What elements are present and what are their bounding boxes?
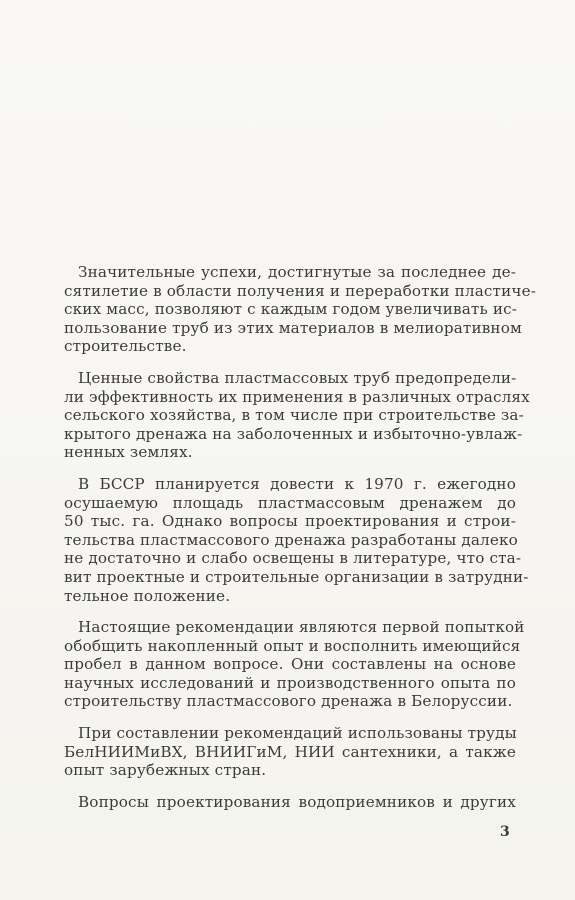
text-line: БелНИИМиВХ, ВНИИГиМ, НИИ сантехники, а также [64,742,516,761]
text-line: крытого дренажа на заболоченных и избыточно-увлаж- [64,424,523,443]
text-line: ских масс, позволяют с каждым годом увеличивать ис- [64,300,518,319]
text-line: пробел в данном вопросе. Они составлены на основе [64,655,516,674]
text-line: пользование труб из этих материалов в мелиоративном [64,318,522,337]
text-line: Вопросы проектирования водоприемников и других [78,792,516,811]
paragraph-3 [64,474,529,605]
text-line: 50 тыс. га. Однако вопросы проектирования и строи- [64,512,516,531]
text-line: строительстве. [64,337,187,356]
paragraph-6 [64,793,516,812]
text-line: Ценные свойства пластмассовых труб предопредели- [78,368,517,387]
text-line: При составлении рекомендаций использованы труды [78,724,517,743]
text-line: строительству пластмассового дренажа в Белоруссии. [64,692,513,711]
text-line: ненных землях. [64,443,193,462]
paragraph-2 [64,368,530,462]
text-line: не достаточно и слабо освещены в литературе, что ста- [64,549,522,568]
page-number: 3 [500,824,510,840]
text-line: Настоящие рекомендации являются первой попыткой [78,618,525,637]
paragraph-4 [64,618,525,711]
text-line: Значительные успехи, достигнутые за последнее де- [78,263,516,281]
text-line: опыт зарубежных стран. [64,761,267,780]
text-line: вит проектные и строительные организации в затрудни- [64,567,529,586]
text-line: осушаемую площадь пластмассовым дренажем до [64,493,516,512]
text-line: сельского хозяйства, в том числе при строительстве за- [64,406,524,425]
text-line: ли эффективность их применения в различных отраслях [64,387,530,406]
text-line: тельное положение. [64,586,231,605]
text-line: научных исследований и производственного опыта по [64,673,516,692]
paragraph-5 [64,724,516,780]
paragraph-1 [64,263,536,356]
text-line: сятилетие в области получения и переработки пластиче- [64,281,536,300]
text-line: В БССР планируется довести к 1970 г. ежегодно [78,474,516,493]
body-text [64,263,536,811]
text-line: тельства пластмассового дренажа разработаны далеко [64,530,518,549]
text-line: обобщить накопленный опыт и восполнить имеющийся [64,636,521,655]
